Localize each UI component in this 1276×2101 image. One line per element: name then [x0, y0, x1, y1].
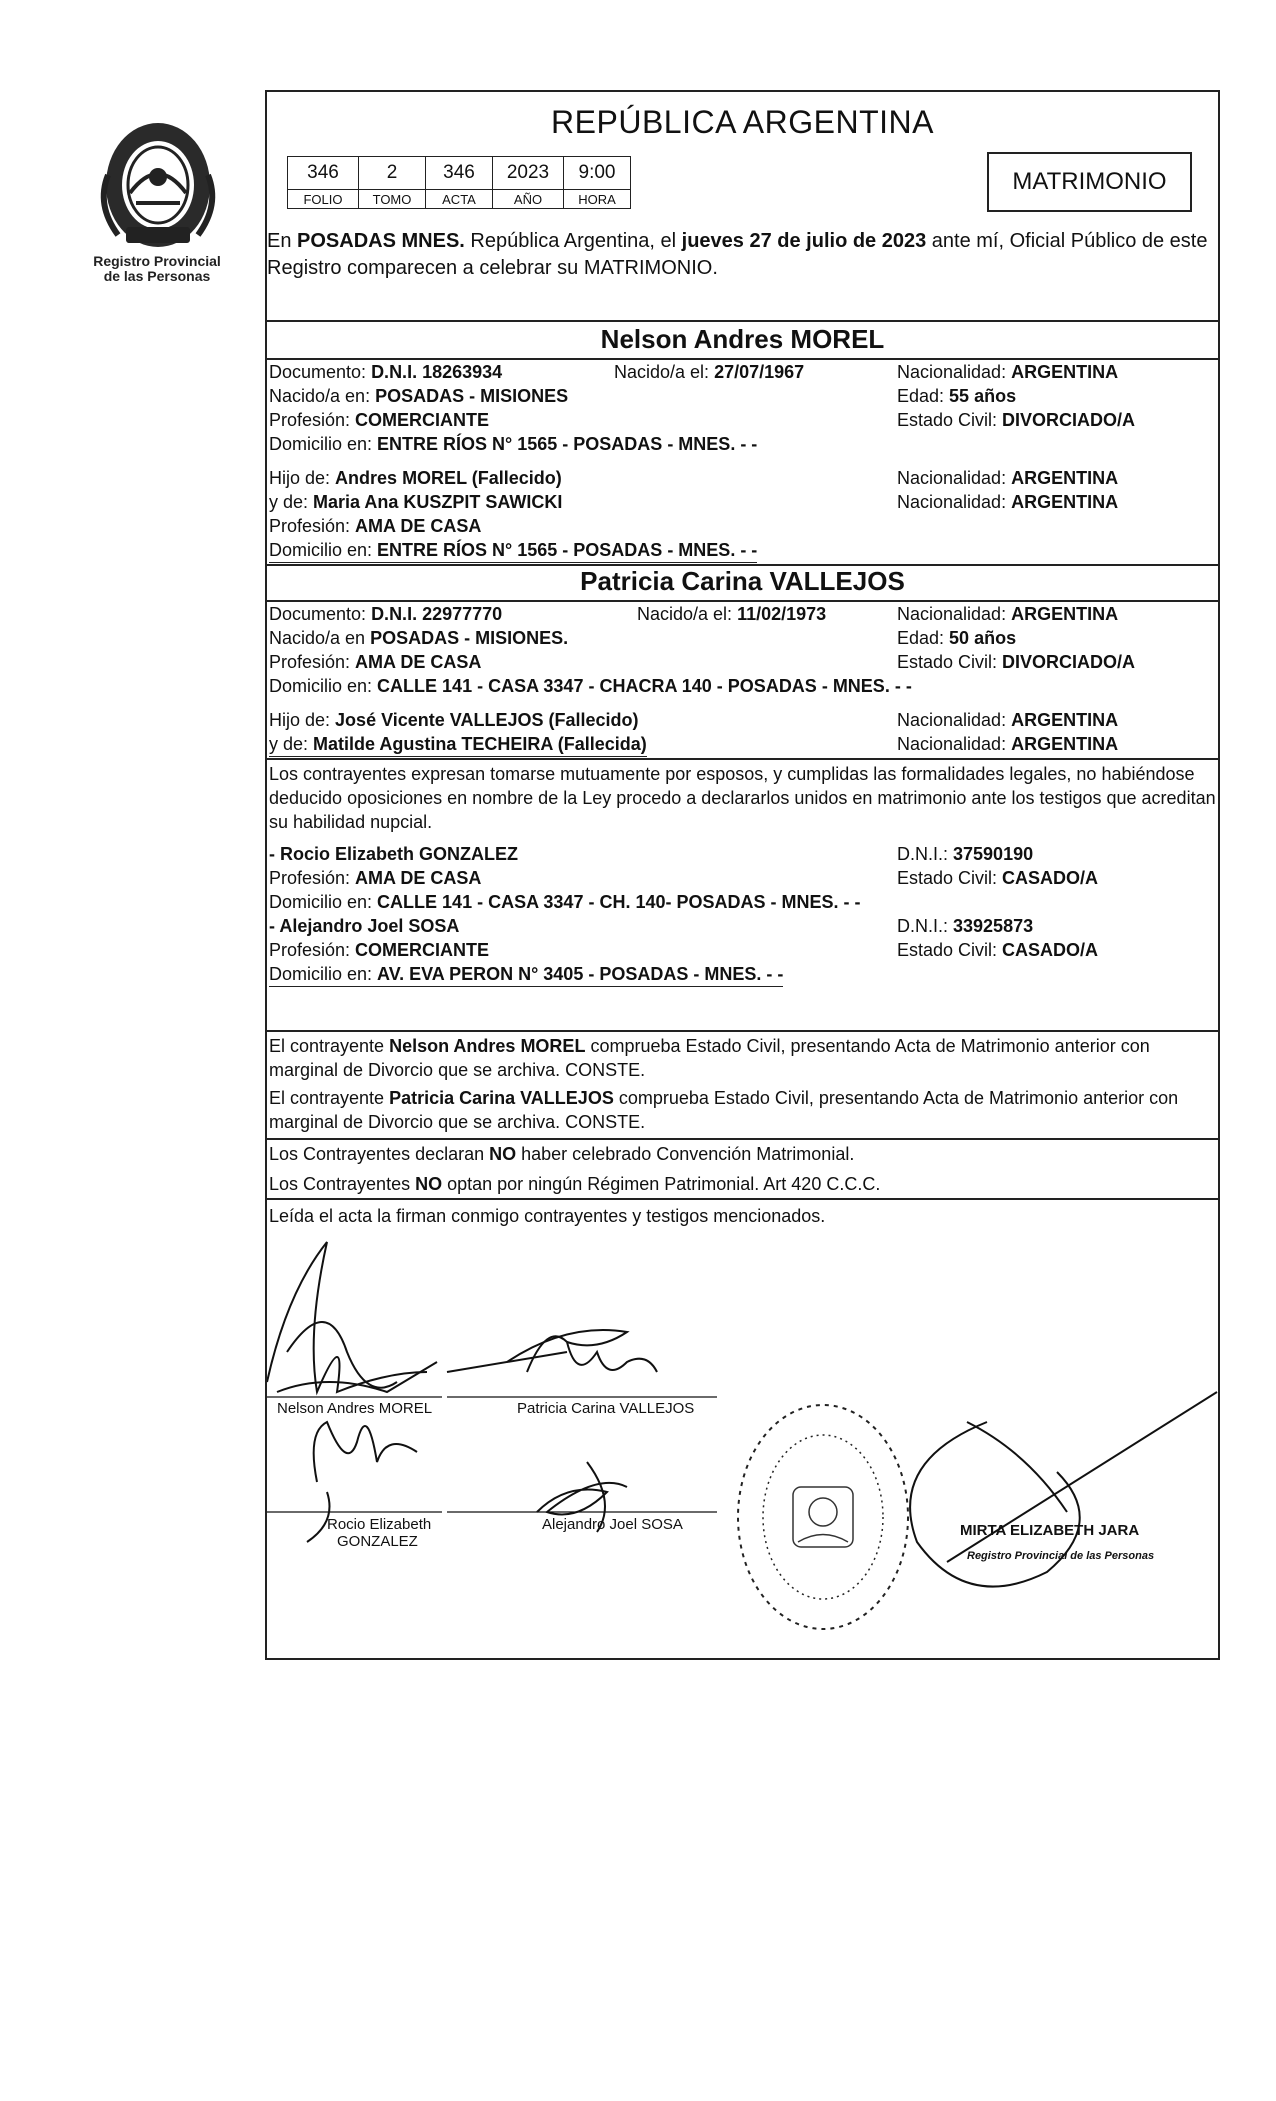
groom-row-birthplace: Nacido/a en: POSADAS - MISIONES Edad: 55 años: [269, 386, 1017, 406]
folio-label: FOLIO: [288, 190, 359, 209]
groom-row-profession: Profesión: COMERCIANTE Estado Civil: DIVORCIADO/A: [269, 410, 1136, 430]
bride-row-birthplace: Nacido/a en POSADAS - MISIONES. Edad: 50 años: [269, 628, 1017, 648]
registry-seal-icon: [723, 1392, 923, 1642]
witness2-signature-label: Alejandro Joel SOSA: [542, 1516, 683, 1533]
convention-declaration: Los Contrayentes declaran NO haber celebrado Convención Matrimonial.: [269, 1144, 855, 1164]
bride-row-father: Hijo de: José Vicente VALLEJOS (Fallecido) Nacionalidad: ARGENTINA: [269, 710, 1119, 730]
civil-status-proof-groom: El contrayente Nelson Andres MOREL comprueba Estado Civil, presentando Acta de Matrimonio anterior con marginal de Divorcio que se archiva. CONSTE.: [269, 1036, 1150, 1080]
witness1-row-name: - Rocio Elizabeth GONZALEZ D.N.I.: 37590190: [269, 844, 1034, 864]
groom-name-heading: Nelson Andres MOREL: [600, 324, 885, 354]
bride-row-mother: y de: Matilde Agustina TECHEIRA (Fallecida) Nacionalidad: ARGENTINA: [267, 732, 1218, 756]
bride-row-address: Domicilio en: CALLE 141 - CASA 3347 - CHACRA 140 - POSADAS - MNES. - -: [269, 676, 912, 696]
bride-row-doc: Documento: D.N.I. 22977770 Nacido/a el: 11/02/1973 Nacionalidad: ARGENTINA: [269, 604, 1119, 624]
groom-row-father: Hijo de: Andres MOREL (Fallecido) Nacionalidad: ARGENTINA: [269, 468, 1119, 488]
bride-name-heading: Patricia Carina VALLEJOS: [580, 566, 905, 596]
acta-value: 346: [426, 157, 493, 190]
groom-row-doc: Documento: D.N.I. 18263934 Nacido/a el: 27/07/1967 Nacionalidad: ARGENTINA: [269, 362, 1119, 382]
acta-label: ACTA: [426, 190, 493, 209]
hour-label: HORA: [564, 190, 631, 209]
document-type-box: MATRIMONIO: [987, 152, 1192, 212]
witness2-row-address: Domicilio en: AV. EVA PERON N° 3405 - POSADAS - MNES. - -: [267, 962, 1218, 986]
witness2-row-name: - Alejandro Joel SOSA D.N.I.: 33925873: [269, 916, 1034, 936]
closing-statement: Leída el acta la firman conmigo contrayentes y testigos mencionados.: [269, 1206, 826, 1226]
witness2-row-profession: Profesión: COMERCIANTE Estado Civil: CASADO/A: [269, 940, 1099, 960]
groom-signature-label: Nelson Andres MOREL: [277, 1400, 433, 1417]
year-label: AÑO: [493, 190, 564, 209]
bride-signature-label: Patricia Carina VALLEJOS: [517, 1400, 695, 1417]
hour-value: 9:00: [564, 157, 631, 190]
tomo-label: TOMO: [359, 190, 426, 209]
officer-title: Registro Provincial de las Personas: [967, 1550, 1155, 1562]
witness1-row-profession: Profesión: AMA DE CASA Estado Civil: CASADO/A: [269, 868, 1099, 888]
declaration-paragraph: Los contrayentes expresan tomarse mutuamente por esposos, y cumplidas las formalidades legales, no habiéndose deducido oposiciones en nombre de la Ley procedo a declararlos unidos en matrimonio ante los testigos que acreditan su habilidad nupcial.: [269, 764, 1216, 832]
officer-name: MIRTA ELIZABETH JARA: [960, 1522, 1140, 1539]
witness1-signature-label: Rocio Elizabeth GONZALEZ: [327, 1516, 432, 1550]
groom-row-parent-profession: Profesión: AMA DE CASA: [269, 516, 482, 536]
year-value: 2023: [493, 157, 564, 190]
patrimonial-regime: Los Contrayentes NO optan por ningún Régimen Patrimonial. Art 420 C.C.C.: [269, 1174, 881, 1194]
page-title: REPÚBLICA ARGENTINA: [551, 104, 934, 140]
bride-row-profession: Profesión: AMA DE CASA Estado Civil: DIVORCIADO/A: [269, 652, 1136, 672]
witness1-row-address: Domicilio en: CALLE 141 - CASA 3347 - CH. 140- POSADAS - MNES. - -: [269, 892, 861, 912]
groom-row-parent-address: Domicilio en: ENTRE RÍOS N° 1565 - POSADAS - MNES. - -: [267, 538, 1218, 562]
province-emblem-icon: [88, 115, 228, 255]
registry-logo-label: Registro Provincial de las Personas: [93, 253, 221, 284]
tomo-value: 2: [359, 157, 426, 190]
intro-paragraph: En POSADAS MNES. República Argentina, el jueves 27 de julio de 2023 ante mí, Oficial Público de este Registro comparecen a celebrar su MATRIMONIO.: [267, 230, 1208, 279]
groom-row-address: Domicilio en: ENTRE RÍOS N° 1565 - POSADAS - MNES. - -: [269, 434, 758, 454]
civil-status-proof-bride: El contrayente Patricia Carina VALLEJOS comprueba Estado Civil, presentando Acta de Matrimonio anterior con marginal de Divorcio que se archiva. CONSTE.: [269, 1088, 1179, 1132]
marriage-certificate: [265, 90, 1220, 1660]
folio-value: 346: [288, 157, 359, 190]
groom-row-mother: y de: Maria Ana KUSZPIT SAWICKI Nacionalidad: ARGENTINA: [269, 492, 1119, 512]
